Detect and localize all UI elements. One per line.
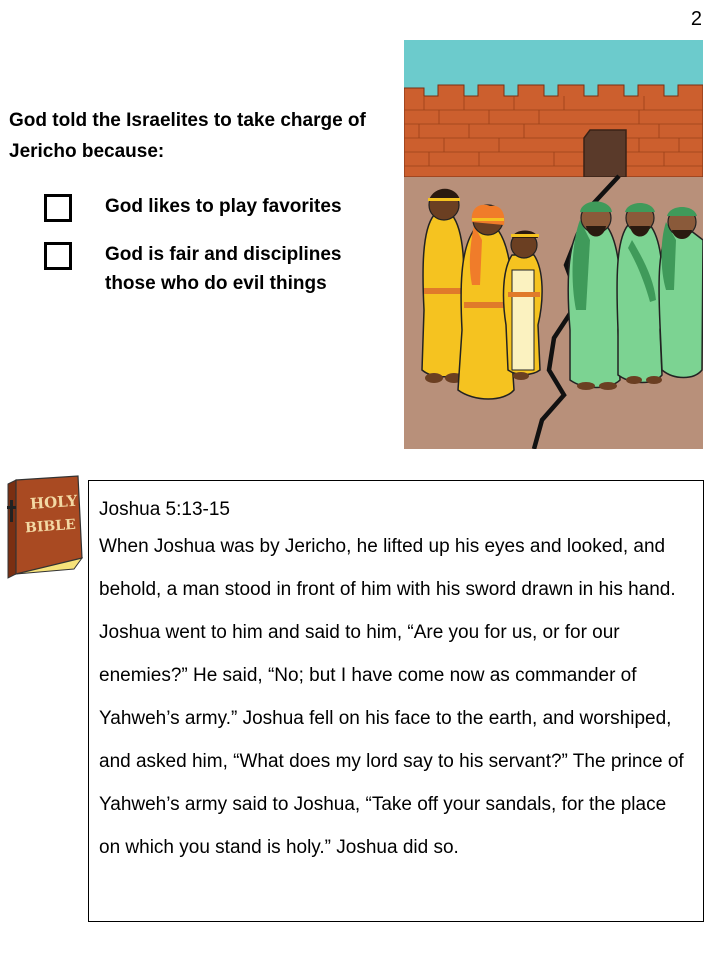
holy-bible-icon: [4, 474, 88, 582]
answer-checkbox-2[interactable]: [44, 242, 72, 270]
canaanites-group: [568, 202, 703, 391]
scripture-text: When Joshua was by Jericho, he lifted up his eyes and looked, and behold, a man stood in front of him with his sword drawn in his hand. Joshua went to him and said to him, “Are you for us, or for our enemies?” He said, “No; but I have come now as commander of Yahweh’s army.” Joshua fell on his face to the earth, and worshiped, and asked him, “What does my lord say to his servant?” The prince of Yahweh’s army said to Joshua, “Take off your sandals, for the place on which you stand is holy.” Joshua did so.: [99, 536, 684, 858]
answer-option-1[interactable]: [44, 192, 375, 222]
page-number: 2: [690, 8, 702, 30]
scripture-reference: Joshua 5:13-15: [99, 499, 230, 520]
jericho-illustration: [404, 40, 703, 449]
answer-option-2-label: God is fair and disciplines those who do evil things: [105, 244, 342, 294]
city-gate: [584, 130, 626, 177]
answer-checkbox-1[interactable]: [44, 194, 72, 222]
question-prompt: God told the Israelites to take charge of Jericho because:: [9, 110, 366, 162]
answer-option-1-label: God likes to play favorites: [105, 196, 342, 217]
city-wall: [404, 85, 703, 177]
answer-option-2[interactable]: [44, 240, 375, 298]
scripture-box: [88, 480, 704, 922]
svg-text:HOLY: HOLY: [29, 491, 79, 513]
svg-text:BIBLE: BIBLE: [24, 516, 77, 537]
